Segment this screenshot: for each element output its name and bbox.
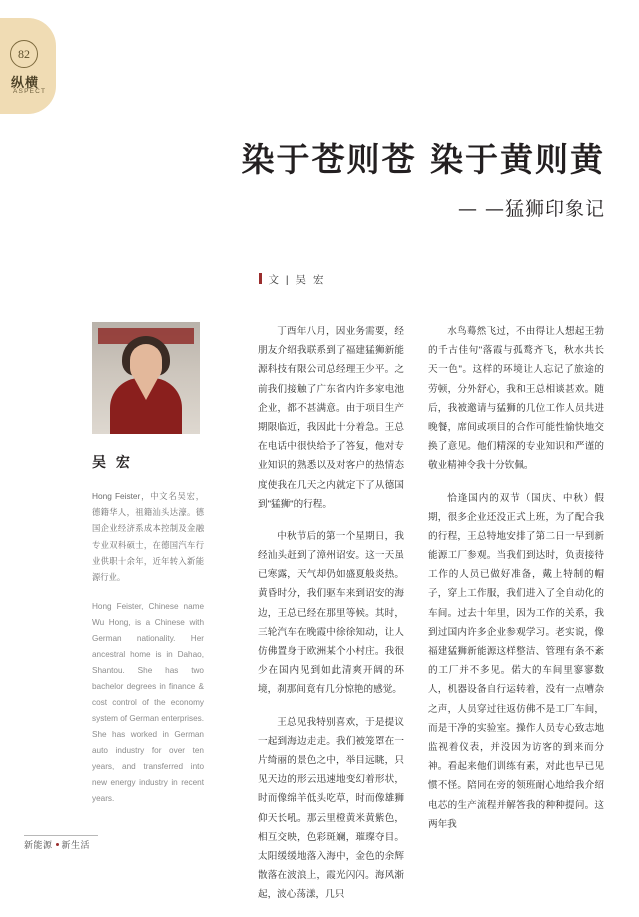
paragraph: 恰逢国内的双节（国庆、中秋）假期，很多企业还没正式上班，为了配合我的行程，王总特地安排了第二日一早到新能源工厂参观。当我们到达时，负责接待工作的人员已做好准备，戴上特制的帽子，穿上工作服，我们进入了全自动化的车间。过去十年里，因为工作的关系，我到过国内许多企业参观学习。老实说，像福建猛狮新能源这样整洁、管理有条不紊的工厂并不多见。偌大的车间里寥寥数人，机器设备自行运转着，没有一点嘈杂之声，人员穿过往返仿佛不是工厂车间，而是干净的实验室。操作人员专心致志地监视着仪表，并没因为访客的到来而分神。看起来他们训练有素，对此也早已见惯不怪。陪同在旁的领班耐心地给我介绍电芯的生产流程并解答我的种种提问。这两年我 bbox=[428, 492, 604, 830]
paragraph: 水鸟蓦然飞过，不由得让人想起王勃的千古佳句"落霞与孤鹜齐飞，秋水共长天一色"。这样的环境让人忘记了旅途的劳顿，分外舒心，我和王总相谈甚欢。随后，我被邀请与猛狮的几位工作人员共进晚餐，席间或项目的合作可能性愉快地交换了意见。他们精深的专业知识和严谨的敬业精神令我十分钦佩。 bbox=[428, 326, 604, 472]
byline bbox=[259, 272, 325, 287]
footer-dot-icon bbox=[56, 843, 59, 846]
article-subtitle: — —猛狮印象记 bbox=[457, 197, 605, 220]
author-panel bbox=[36, 322, 211, 807]
title-block bbox=[185, 140, 605, 221]
paragraph: 王总见我特别喜欢，于是提议一起到海边走走。我们被笼罩在一片绮丽的景色之中，举目远眺，只见天边的形云迅速地变幻着形状，时而像绵羊低头吃草，时而像雄狮仰天长吼。那云里橙黄米黄紫色，相互交映，色彩斑斓，璀璨夺目。太阳缓缓地落入海中，金色的余辉散落在波浪上，霞光闪闪。海风渐起，波心荡漾，几只 bbox=[258, 716, 404, 901]
body-column-1 bbox=[258, 322, 404, 917]
author-bio-english: Hong Feister, Chinese name Wu Hong, is a Chinese with German nationality. Her ancestral home is in Dahao, Shantou. She has two bachelor degrees in finance & cost control of the economy system of German enterprises. She has worked in German auto industry for over ten years, and transferred into new energy industry in recent years. bbox=[92, 602, 204, 803]
author-bio-chinese: Hong Feister，中文名吴宏，德籍华人，祖籍汕头达濠。德国企业经济系成本控制及金融专业双科硕士，在德国汽车行业供职十余年，近年转入新能源行业。 bbox=[92, 491, 204, 582]
footer-text-right: 新生活 bbox=[61, 840, 91, 850]
article-title: 染于苍则苍 染于黄则黄 bbox=[241, 140, 605, 179]
footer bbox=[24, 838, 90, 851]
body-column-2 bbox=[428, 322, 604, 847]
byline-text: 文 | 吴 宏 bbox=[268, 274, 326, 286]
author-portrait bbox=[92, 322, 200, 434]
portrait-face bbox=[130, 344, 162, 382]
page-number: 82 bbox=[10, 40, 38, 68]
section-label-latin: ASPECT bbox=[13, 88, 47, 95]
paragraph: 中秋节后的第一个星期日，我经汕头赶到了漳州诏安。这一天虽已寒露，天气却仍如盛夏般炎热。黄昏时分，我们驱车来到诏安的海边，王总已经在那里等候。其时，三轮汽车在晚霞中徐徐知动，让人仿佛置身于欧洲某个小村庄。我很少在国内见到如此清爽开阔的环境，刹那间竟有几分惊艳的感觉。 bbox=[258, 530, 404, 696]
byline-rule-icon bbox=[259, 273, 262, 284]
paragraph: 丁酉年八月，因业务需要，经朋友介绍我联系到了福建猛狮新能源科技有限公司总经理王少平。之前我们接触了广东省内许多家电池企业，都不甚满意。由于项目生产期限临近，我因此十分着急。王总在电话中很快给予了答复，他对专业知识的熟悉以及对客户的热情态度使我在几天之内就定下了从德国到"猛狮"的行程。 bbox=[258, 326, 404, 510]
footer-rule bbox=[24, 835, 98, 836]
footer-text-left: 新能源 bbox=[24, 840, 53, 850]
section-label: 纵横 bbox=[11, 75, 40, 90]
author-name: 吴 宏 bbox=[92, 454, 133, 470]
corner-tab bbox=[0, 18, 56, 114]
